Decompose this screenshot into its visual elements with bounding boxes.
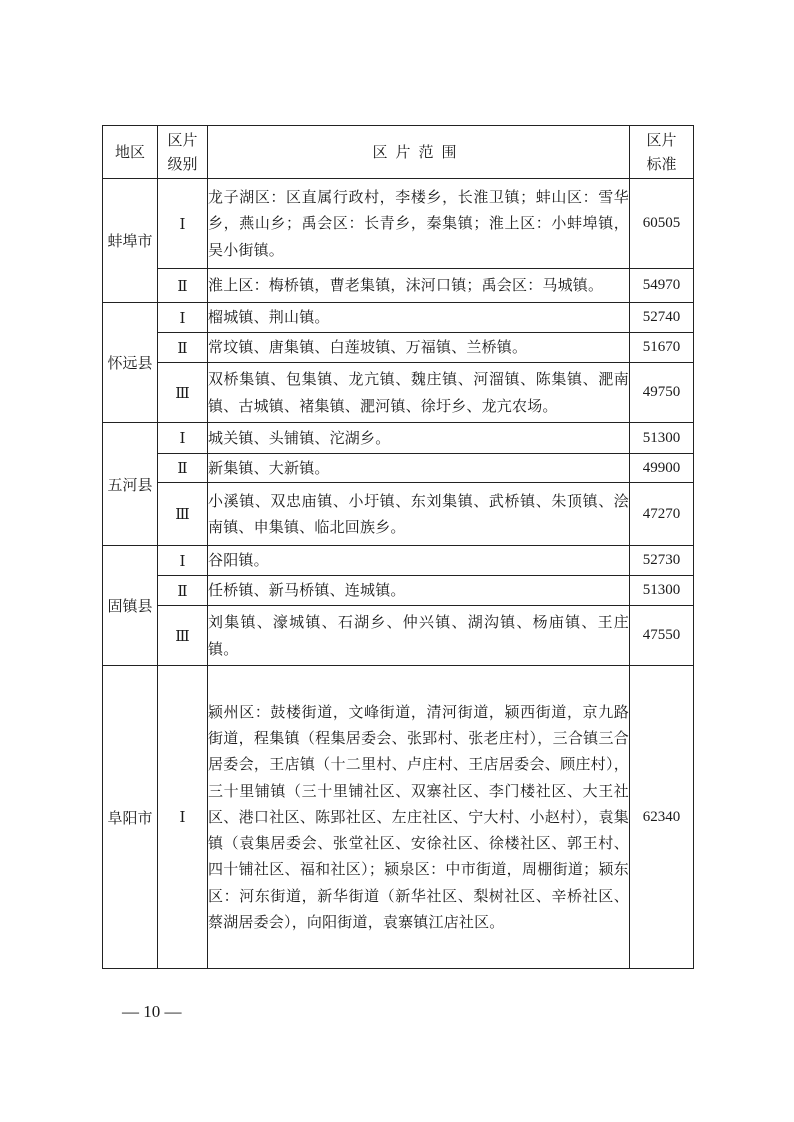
table-row xyxy=(103,606,694,666)
table-row xyxy=(103,483,694,546)
level-cell: Ⅰ xyxy=(158,546,208,576)
header-scope: 区片范围 xyxy=(208,126,630,179)
region-cell: 蚌埠市 xyxy=(103,179,158,303)
standard-cell: 62340 xyxy=(630,666,694,969)
table-header-row xyxy=(103,126,694,179)
level-cell: Ⅱ xyxy=(158,576,208,606)
scope-cell: 刘集镇、濠城镇、石湖乡、仲兴镇、湖沟镇、杨庙镇、王庄镇。 xyxy=(208,606,630,666)
scope-cell: 新集镇、大新镇。 xyxy=(208,454,630,483)
header-standard xyxy=(630,126,694,179)
region-cell: 阜阳市 xyxy=(103,666,158,969)
page-number: — 10 — xyxy=(122,1002,182,1021)
table-row xyxy=(103,576,694,606)
region-cell: 怀远县 xyxy=(103,303,158,423)
table-row xyxy=(103,269,694,303)
table-row xyxy=(103,454,694,483)
standard-cell: 52740 xyxy=(630,303,694,333)
level-cell: Ⅰ xyxy=(158,179,208,269)
scope-cell: 小溪镇、双忠庙镇、小圩镇、东刘集镇、武桥镇、朱顶镇、浍南镇、申集镇、临北回族乡。 xyxy=(208,483,630,546)
standard-cell: 51300 xyxy=(630,576,694,606)
level-cell: Ⅰ xyxy=(158,423,208,454)
standard-cell: 47270 xyxy=(630,483,694,546)
standard-cell: 47550 xyxy=(630,606,694,666)
level-cell: Ⅱ xyxy=(158,454,208,483)
table-row xyxy=(103,333,694,363)
level-cell: Ⅰ xyxy=(158,666,208,969)
standard-cell: 52730 xyxy=(630,546,694,576)
table-row xyxy=(103,546,694,576)
standard-cell: 60505 xyxy=(630,179,694,269)
table-row xyxy=(103,179,694,269)
standard-cell: 49750 xyxy=(630,363,694,423)
level-cell: Ⅲ xyxy=(158,483,208,546)
standard-cell: 54970 xyxy=(630,269,694,303)
scope-cell: 双桥集镇、包集镇、龙亢镇、魏庄镇、河溜镇、陈集镇、淝南镇、古城镇、褚集镇、淝河镇、徐圩乡、龙亢农场。 xyxy=(208,363,630,423)
level-cell: Ⅲ xyxy=(158,363,208,423)
table-row xyxy=(103,303,694,333)
land-price-table xyxy=(102,125,694,969)
level-cell: Ⅱ xyxy=(158,333,208,363)
scope-cell: 淮上区：梅桥镇，曹老集镇，沫河口镇；禹会区：马城镇。 xyxy=(208,269,630,303)
standard-cell: 51300 xyxy=(630,423,694,454)
header-standard-text: 区片 标准 xyxy=(646,131,677,173)
level-cell: Ⅲ xyxy=(158,606,208,666)
scope-cell: 颍州区：鼓楼街道，文峰街道，清河街道，颍西街道，京九路街道，程集镇（程集居委会、张郢村、张老庄村），三合镇三合居委会，王店镇（十二里村、卢庄村、王店居委会、顾庄村），三十里铺镇（三十里铺社区、双寨社区、李门楼社区、大王社区、港口社区、陈郢社区、左庄社区、宁大村、小赵村），袁集镇（袁集居委会、张堂社区、安徐社区、徐楼社区、郭王村、四十铺社区、福和社区）；颍泉区：中市街道，周棚街道；颍东区：河东街道，新华街道（新华社区、梨树社区、辛桥社区、蔡湖居委会），向阳街道，袁寨镇江店社区。 xyxy=(208,666,630,969)
scope-cell: 龙子湖区：区直属行政村，李楼乡，长淮卫镇；蚌山区：雪华乡，燕山乡；禹会区：长青乡，秦集镇；淮上区：小蚌埠镇，吴小街镇。 xyxy=(208,179,630,269)
level-cell: Ⅰ xyxy=(158,303,208,333)
table-row xyxy=(103,666,694,969)
standard-cell: 51670 xyxy=(630,333,694,363)
scope-cell: 城关镇、头铺镇、沱湖乡。 xyxy=(208,423,630,454)
scope-cell: 常坟镇、唐集镇、白莲坡镇、万福镇、兰桥镇。 xyxy=(208,333,630,363)
scope-cell: 谷阳镇。 xyxy=(208,546,630,576)
scope-cell: 榴城镇、荆山镇。 xyxy=(208,303,630,333)
standard-cell: 49900 xyxy=(630,454,694,483)
level-cell: Ⅱ xyxy=(158,269,208,303)
table-row xyxy=(103,423,694,454)
region-cell: 五河县 xyxy=(103,423,158,546)
table-row xyxy=(103,363,694,423)
scope-cell: 任桥镇、新马桥镇、连城镇。 xyxy=(208,576,630,606)
header-level-text: 区片 级别 xyxy=(167,131,198,173)
header-level xyxy=(158,126,208,179)
header-region: 地区 xyxy=(103,126,158,179)
region-cell: 固镇县 xyxy=(103,546,158,666)
